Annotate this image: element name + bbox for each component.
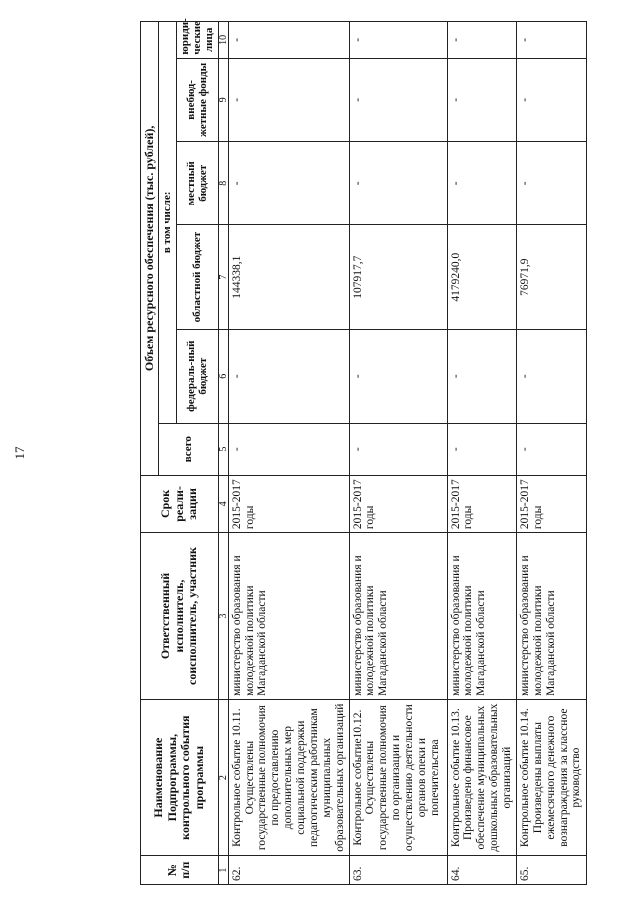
row-responsible: министерство образования и молодежной политики Магаданской области xyxy=(349,533,447,700)
row-total: - xyxy=(447,423,516,475)
row-offbudget: - xyxy=(516,58,586,141)
header-num: № п/п xyxy=(141,856,219,885)
row-federal: - xyxy=(228,329,349,423)
header-term: Срок реали-зации xyxy=(141,475,219,532)
table-row xyxy=(349,22,447,885)
row-total: - xyxy=(516,423,586,475)
row-event-name: Контрольное событие10.12. Осуществлены государственные полномочия по организации и осуществлению деятельности органов опеки и попечительства xyxy=(349,699,447,855)
header-offbudget: внебюд-жетные фонды xyxy=(176,58,218,141)
row-regional: 76971,9 xyxy=(516,225,586,329)
page-number: 17 xyxy=(12,446,27,460)
row-number: 64. xyxy=(447,856,516,885)
row-term: 2015-2017 годы xyxy=(516,475,586,532)
row-local: - xyxy=(228,142,349,225)
header-regional: областной бюджет xyxy=(176,225,218,329)
row-local: - xyxy=(447,142,516,225)
row-total: - xyxy=(349,423,447,475)
row-local: - xyxy=(516,142,586,225)
row-legal: - xyxy=(516,22,586,59)
funding-table xyxy=(140,18,587,885)
row-regional: 107917,7 xyxy=(349,225,447,329)
column-number: 2 xyxy=(218,699,228,855)
column-number-row xyxy=(218,22,228,885)
row-legal: - xyxy=(228,22,349,59)
row-regional: 144338,1 xyxy=(228,225,349,329)
row-responsible: министерство образования и молодежной политики Магаданской области xyxy=(516,533,586,700)
column-number: 3 xyxy=(218,533,228,700)
row-offbudget: - xyxy=(447,58,516,141)
header-including: в том числе: xyxy=(159,22,176,424)
table-row xyxy=(228,22,349,885)
row-federal: - xyxy=(447,329,516,423)
row-regional: 4179240,0 xyxy=(447,225,516,329)
row-event-name: Контрольное событие 10.11. Осуществлены государственные полномочия по предоставлению дополнительных мер социальной поддержки педагогическим работникам муниципальных образовательных организаций xyxy=(228,699,349,855)
row-term: 2015-2017 годы xyxy=(447,475,516,532)
row-number: 62. xyxy=(228,856,349,885)
column-number: 7 xyxy=(218,225,228,329)
header-name: Наименование Подпрограммы, контрольного события программы xyxy=(141,699,219,855)
column-number: 4 xyxy=(218,475,228,532)
header-local: местный бюджет xyxy=(176,142,218,225)
table-row xyxy=(447,22,516,885)
row-responsible: министерство образования и молодежной политики Магаданской области xyxy=(228,533,349,700)
header-responsible: Ответственный исполнитель, соисполнитель, участник xyxy=(141,533,219,700)
row-event-name: Контрольное событие 10.13. Произведено финансовое обеспечение муниципальных дошкольных образовательных организаций xyxy=(447,699,516,855)
rotated-page xyxy=(0,18,583,905)
row-federal: - xyxy=(516,329,586,423)
row-legal: - xyxy=(349,22,447,59)
row-federal: - xyxy=(349,329,447,423)
column-number: 8 xyxy=(218,142,228,225)
row-event-name: Контрольное событие 10.14. Произведены выплаты ежемесячного денежного вознаграждения за классное руководство xyxy=(516,699,586,855)
row-legal: - xyxy=(447,22,516,59)
row-term: 2015-2017 годы xyxy=(349,475,447,532)
header-legal: юриди-ческие лица xyxy=(176,22,218,59)
column-number: 1 xyxy=(218,856,228,885)
header-funding: Объем ресурсного обеспечения (тыс. рублей), xyxy=(141,22,159,476)
header-total: всего xyxy=(159,423,218,475)
row-responsible: министерство образования и молодежной политики Магаданской области xyxy=(447,533,516,700)
table-row xyxy=(516,22,586,885)
column-number: 5 xyxy=(218,423,228,475)
row-offbudget: - xyxy=(349,58,447,141)
row-number: 63. xyxy=(349,856,447,885)
row-offbudget: - xyxy=(228,58,349,141)
row-local: - xyxy=(349,142,447,225)
row-total: - xyxy=(228,423,349,475)
column-number: 10 xyxy=(218,22,228,59)
column-number: 6 xyxy=(218,329,228,423)
row-term: 2015-2017 годы xyxy=(228,475,349,532)
header-federal: федераль-ный бюджет xyxy=(176,329,218,423)
column-number: 9 xyxy=(218,58,228,141)
row-number: 65. xyxy=(516,856,586,885)
